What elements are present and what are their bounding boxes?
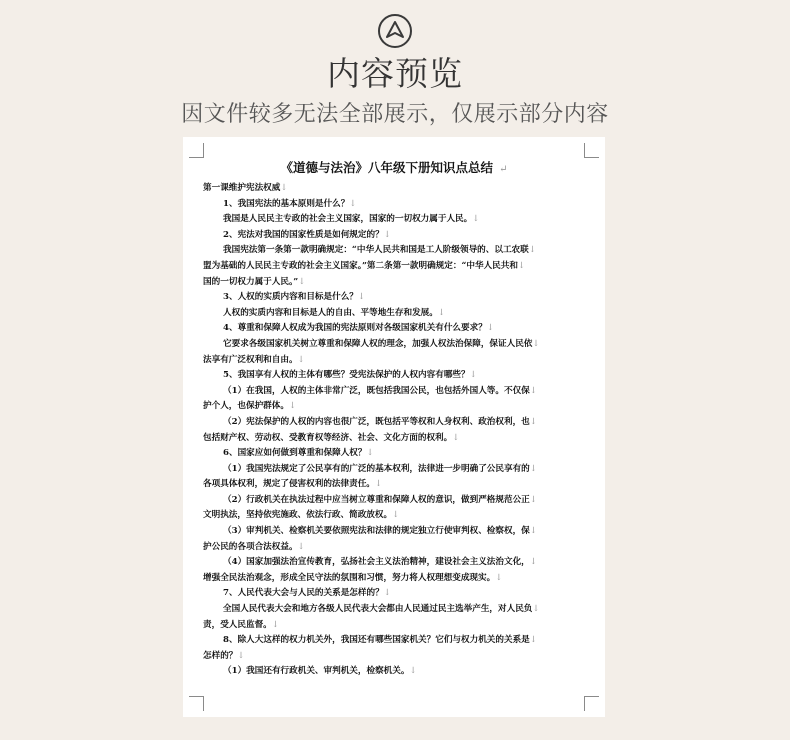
line-break-mark-icon: ↓ [392, 510, 400, 521]
document-line-text: 全国人民代表大会和地方各级人民代表大会都由人民通过民主选举产生，对人民负 [223, 604, 533, 615]
document-line-text: 国的一切权力属于人民。” [203, 276, 299, 287]
document-line [203, 275, 589, 291]
line-break-mark-icon: ↓ [529, 494, 537, 505]
document-line [203, 353, 589, 369]
document-line [203, 306, 589, 322]
document-line-text: 各项具体权利，规定了侵害权利的法律责任。 [203, 479, 375, 490]
line-break-mark-icon: ↓ [529, 557, 537, 568]
document-line-text: 护个人，也保护群体。 [203, 401, 289, 412]
document-line-text: （2）宪法保护的人权的内容也很广泛，既包括平等权和人身权利、政治权利，也 [223, 416, 530, 427]
line-break-mark-icon: ↓ [532, 338, 540, 349]
line-break-mark-icon: ↓ [383, 588, 391, 599]
document-line [203, 243, 589, 259]
line-break-mark-icon: ↓ [409, 666, 417, 677]
line-break-mark-icon: ↓ [529, 416, 537, 427]
document-line [203, 384, 589, 400]
document-line [203, 337, 589, 353]
line-break-mark-icon: ↓ [297, 541, 305, 552]
document-line [203, 181, 589, 197]
line-break-mark-icon: ↓ [529, 385, 537, 396]
document-line [203, 368, 589, 384]
document-line [203, 649, 589, 665]
document-line-text: 盟为基础的人民民主专政的社会主义国家。”第二条第一款明确规定：“中华人民共和 [203, 260, 518, 271]
document-line [203, 508, 589, 524]
preview-notice: 因文件较多无法全部展示，仅展示部分内容 [181, 102, 609, 127]
line-break-mark-icon: ↓ [517, 260, 526, 271]
line-break-mark-icon: ↓ [280, 183, 288, 193]
document-line-text: 护公民的各项合法权益。 [203, 541, 298, 552]
line-break-mark-icon: ↓ [532, 604, 540, 615]
document-line [203, 602, 589, 618]
document-line [203, 212, 589, 228]
page-corner-mark [189, 696, 204, 711]
document-line [203, 321, 589, 337]
document-line-text: 8、除人大这样的权力机关外，我国还有哪些国家机关？它们与权力机关的关系是 [223, 635, 530, 646]
document-line-text: 我国宪法第一条第一款明确规定：“中华人民共和国是工人阶级领导的、以工农联 [223, 245, 529, 256]
document-line-text: 包括财产权、劳动权、受教育权等经济、社会、文化方面的权利。 [203, 432, 453, 443]
document-line-text: （1）在我国，人权的主体非常广泛，既包括我国公民，也包括外国人等。不仅保 [223, 385, 530, 396]
line-break-mark-icon: ↓ [529, 635, 537, 646]
document-line-text: 2、宪法对我国的国家性质是如何规定的？ [223, 229, 384, 240]
document-line [203, 555, 589, 571]
document-line-text: （3）审判机关、检察机关要依照宪法和法律的规定独立行使审判权、检察权，保 [223, 526, 530, 537]
document-page [183, 137, 605, 717]
line-break-mark-icon: ↓ [288, 401, 297, 412]
line-break-mark-icon: ↓ [374, 479, 383, 490]
document-line [203, 462, 589, 478]
preview-heading: 内容预览 [327, 54, 463, 93]
document-line [203, 228, 589, 244]
line-break-mark-icon: ↓ [237, 650, 245, 661]
paragraph-mark-icon: ↵ [499, 164, 508, 175]
document-title: 《道德与法治》八年级下册知识点总结 [280, 160, 494, 175]
line-break-mark-icon: ↓ [383, 229, 391, 240]
document-line-text: 4、尊重和保障人权成为我国的宪法原则对各级国家机关有什么要求？ [223, 323, 487, 334]
document-line-text: 我国是人民民主专政的社会主义国家，国家的一切权力属于人民。 [223, 214, 473, 225]
document-line [203, 290, 589, 306]
document-line-text: 增强全民法治观念，形成全民守法的氛围和习惯，努力将人权理想变成现实。 [203, 572, 496, 583]
line-break-mark-icon: ↓ [495, 572, 503, 583]
line-break-mark-icon: ↓ [298, 276, 306, 287]
document-body [203, 181, 589, 680]
line-break-mark-icon: ↓ [271, 619, 279, 630]
line-break-mark-icon: ↓ [469, 370, 477, 381]
document-line-text: 3、人权的实质内容和目标是什么？ [223, 292, 358, 303]
document-line [203, 540, 589, 556]
page-corner-mark [189, 143, 204, 158]
line-break-mark-icon: ↓ [297, 354, 305, 365]
document-line-text: （1）我国宪法规定了公民享有的广泛的基本权利，法律进一步明确了公民享有的 [223, 463, 530, 474]
document-line [203, 586, 589, 602]
page-corner-mark [584, 696, 599, 711]
document-line-text: 人权的实质内容和目标是人的自由、平等地生存和发展。 [223, 307, 438, 318]
document-line [203, 664, 589, 680]
document-line [203, 446, 589, 462]
document-line [203, 431, 589, 447]
line-break-mark-icon: ↓ [357, 292, 366, 303]
line-break-mark-icon: ↓ [529, 463, 537, 474]
document-line-text: （1）我国还有行政机关、审判机关，检察机关。 [223, 666, 410, 677]
document-line-text: 1、我国宪法的基本原则是什么？ [223, 198, 350, 209]
document-line [203, 259, 589, 275]
line-break-mark-icon: ↓ [452, 432, 460, 443]
document-line-text: 责，受人民监督。 [203, 619, 272, 630]
document-line [203, 493, 589, 509]
line-break-mark-icon: ↓ [486, 323, 494, 334]
document-line-text: （2）行政机关在执法过程中应当树立尊重和保障人权的意识，做到严格规范公正 [223, 494, 530, 505]
document-line-text: 法享有广泛权利和自由。 [203, 354, 298, 365]
document-line-text: 7、人民代表大会与人民的关系是怎样的？ [223, 588, 384, 599]
document-line-text: 怎样的？ [203, 650, 238, 661]
document-line [203, 477, 589, 493]
line-break-mark-icon: ↓ [437, 307, 446, 318]
document-line-text: 5、我国享有人权的主体有哪些？受宪法保护的人权内容有哪些？ [223, 370, 470, 381]
document-line [203, 571, 589, 587]
line-break-mark-icon: ↓ [472, 214, 480, 225]
document-line-text: 第一课维护宪法权威 [203, 183, 281, 193]
line-break-mark-icon: ↓ [349, 198, 357, 209]
line-break-mark-icon: ↓ [528, 245, 536, 256]
document-line-text: 它要求各级国家机关树立尊重和保障人权的理念，加强人权法治保障，保证人民依 [223, 338, 533, 349]
document-line [203, 633, 589, 649]
document-line [203, 399, 589, 415]
document-line [203, 618, 589, 634]
line-break-mark-icon: ↓ [366, 448, 374, 459]
line-break-mark-icon: ↓ [529, 526, 537, 537]
document-line-text: （4）国家加强法治宣传教育，弘扬社会主义法治精神，建设社会主义法治文化， [223, 557, 530, 568]
document-line [203, 415, 589, 431]
document-line-text: 文明执法，坚持依宪施政、依法行政、简政放权。 [203, 510, 393, 521]
upward-arrow-circle-icon [378, 14, 412, 48]
document-line [203, 524, 589, 540]
document-line [203, 197, 589, 213]
document-line-text: 6、国家应如何做到尊重和保障人权？ [223, 448, 367, 459]
page-corner-mark [584, 143, 599, 158]
document-title-line [183, 158, 605, 176]
